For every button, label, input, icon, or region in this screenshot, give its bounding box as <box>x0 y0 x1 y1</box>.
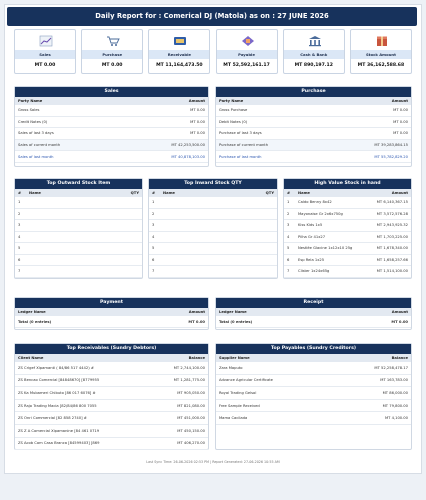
payables-title: Top Payables (Sundry Creditors) <box>216 344 411 354</box>
supplier-name: Royal Trading Gelsol <box>219 390 257 395</box>
client-balance: MT 1,281,775.00 <box>173 378 205 383</box>
table-row <box>15 209 142 221</box>
column-header: # <box>287 191 291 195</box>
outward-table-header <box>15 189 142 197</box>
sales-table-header <box>15 97 208 105</box>
table-row <box>15 255 142 267</box>
client-balance: MT 450,150.00 <box>177 428 205 433</box>
table-row <box>284 209 411 221</box>
purchase-table-header <box>216 97 411 105</box>
row-index: 5 <box>152 246 155 251</box>
row-amount: MT 55,782,829.20 <box>374 154 408 159</box>
total-label: Total (0 entries) <box>219 319 253 324</box>
client-name: ZS Crigef Xipamanti ( 84/86 517 4442) # <box>18 365 94 370</box>
inward-title: Top Inward Stock QTY <box>149 179 277 189</box>
table-row <box>15 362 208 375</box>
column-header: Name <box>163 191 175 195</box>
item-amount: MT 6,140,367.15 <box>376 200 408 205</box>
client-name: ZS Z A Comercial Xipamanine [84 461 0719 <box>18 428 100 433</box>
high-value-title: High Value Stock in hand <box>284 179 411 189</box>
row-label: Purchase of last month <box>219 154 262 159</box>
table-row <box>15 266 142 278</box>
high-value-panel <box>283 178 412 279</box>
payment-table-header <box>15 308 208 316</box>
row-label: Gross Sales <box>18 108 40 113</box>
kpi-label: Stock Amount <box>351 50 411 59</box>
client-balance: MT 821,080.00 <box>177 403 205 408</box>
column-header: Amount <box>391 99 408 103</box>
client-name: ZS Rajo Trading Macia [82/84/86 800 7055 <box>18 403 97 408</box>
receivables-table-header <box>15 354 208 362</box>
row-index: 5 <box>18 246 21 251</box>
table-row <box>149 243 277 255</box>
kpi-label: Payable <box>217 50 277 59</box>
table-row <box>15 128 208 140</box>
column-header: Supplier Name <box>219 356 250 360</box>
report-title: Daily Report for : Comerical DJ (Matola) as on : 27 JUNE 2026 <box>7 7 417 26</box>
row-amount: MT 39,283,864.15 <box>374 143 408 148</box>
table-row <box>284 232 411 244</box>
table-row <box>149 220 277 232</box>
row-index: 4 <box>287 234 290 239</box>
table-row <box>284 220 411 232</box>
row-index: 6 <box>287 257 290 262</box>
row-index: 3 <box>18 223 21 228</box>
item-amount: MT 3,572,576.28 <box>376 211 408 216</box>
box-icon <box>375 35 389 47</box>
item-name: Caldo Benny 8x42 <box>298 200 332 205</box>
column-header: Balance <box>188 356 205 360</box>
row-index: 2 <box>18 211 21 216</box>
row-index: 3 <box>152 223 155 228</box>
table-row <box>15 243 142 255</box>
row-index: 2 <box>287 211 290 216</box>
row-amount: MT 0.00 <box>190 108 205 113</box>
cart-icon <box>106 35 120 47</box>
column-header: QTY <box>265 191 274 195</box>
table-row <box>216 128 411 140</box>
client-name: ZS Ka Mubameri Chibuto [86 017 6076] # <box>18 390 96 395</box>
table-row <box>284 243 411 255</box>
row-index: 7 <box>152 269 155 274</box>
row-label: Gross Purchase <box>219 108 248 113</box>
row-label: Debit Notes (0) <box>219 119 248 124</box>
table-row <box>216 387 411 400</box>
outward-title: Top Outward Stock Item <box>15 179 142 189</box>
row-amount: MT 0.00 <box>393 108 408 113</box>
kpi-value: MT 0.00 <box>101 63 123 68</box>
table-row <box>216 375 411 388</box>
row-label: Purchase of last 3 days <box>219 131 262 136</box>
supplier-name: Free Sample Received <box>219 403 260 408</box>
sales-panel <box>14 86 209 167</box>
item-name: Nestlée Glacine 1x12x10 25g <box>298 246 353 251</box>
table-row <box>15 412 208 425</box>
sales-title: Sales <box>15 87 208 97</box>
row-index: 6 <box>18 257 21 262</box>
kpi-card-receivable[interactable] <box>148 29 210 74</box>
row-label: Sales of current month <box>18 143 61 148</box>
table-row <box>216 400 411 413</box>
table-row <box>149 197 277 209</box>
table-row <box>149 255 277 267</box>
row-amount: MT 0.00 <box>190 131 205 136</box>
table-row <box>284 266 411 278</box>
table-row <box>15 220 142 232</box>
kpi-label: Cash & Bank <box>284 50 344 59</box>
table-row <box>15 400 208 413</box>
receipt-title: Receipt <box>216 298 411 308</box>
table-row <box>15 375 208 388</box>
row-index: 5 <box>287 246 290 251</box>
table-row <box>15 425 208 438</box>
column-header: Name <box>298 191 310 195</box>
high-value-table-header <box>284 189 411 197</box>
table-row <box>15 232 142 244</box>
payable-icon <box>241 35 255 47</box>
item-amount: MT 1,703,225.00 <box>376 234 408 239</box>
chart-icon <box>39 35 53 47</box>
client-balance: MT 2,744,100.00 <box>173 365 205 370</box>
supplier-balance: MT 163,783.00 <box>380 378 408 383</box>
item-name: Mayonaise Gr 2x6x750g <box>298 211 343 216</box>
inward-table-header <box>149 189 277 197</box>
row-label: Sales of last 3 days <box>18 131 54 136</box>
column-header: QTY <box>130 191 139 195</box>
total-row <box>216 316 411 328</box>
table-row <box>15 387 208 400</box>
row-index: 2 <box>152 211 155 216</box>
table-row <box>216 362 411 375</box>
supplier-balance: MT 52,258,478.17 <box>374 365 408 370</box>
row-label: Sales of last month <box>18 154 54 159</box>
kpi-value: MT 890,197.12 <box>294 63 333 68</box>
receivables-title: Top Receivables (Sundry Debtors) <box>15 344 208 354</box>
kpi-card-sales[interactable] <box>14 29 76 74</box>
column-header: Client Name <box>18 356 44 360</box>
purchase-panel <box>215 86 412 167</box>
column-header: Party Name <box>18 99 43 103</box>
kpi-card-purchase[interactable] <box>81 29 143 74</box>
kpi-value: MT 36,162,588.68 <box>357 63 405 68</box>
kpi-value: MT 11,164,473.50 <box>156 63 203 68</box>
row-index: 6 <box>152 257 155 262</box>
payables-panel <box>215 343 412 450</box>
kpi-value: MT 0.00 <box>34 63 56 68</box>
row-index: 1 <box>18 200 21 205</box>
payables-table-header <box>216 354 411 362</box>
row-index: 7 <box>18 269 21 274</box>
table-row <box>216 117 411 129</box>
table-row <box>15 105 208 117</box>
supplier-balance: MT 86,000.00 <box>382 390 408 395</box>
column-header: Party Name <box>219 99 244 103</box>
column-header: Ledger Name <box>18 310 46 314</box>
item-name: Kiss Kids 1x5 <box>298 223 323 228</box>
table-row <box>15 151 208 163</box>
row-index: 3 <box>287 223 290 228</box>
inward-panel <box>148 178 278 279</box>
kpi-label: Purchase <box>82 50 142 59</box>
kpi-card-stock-amount[interactable] <box>350 29 412 74</box>
row-index: 4 <box>18 234 21 239</box>
column-header: Balance <box>391 356 408 360</box>
table-row <box>284 255 411 267</box>
kpi-value: MT 52,592,161.17 <box>223 63 270 68</box>
row-index: 7 <box>287 269 290 274</box>
supplier-name: Advance Agricular Certificate <box>219 378 273 383</box>
supplier-name: Mama Cacilada <box>219 416 248 421</box>
table-row <box>15 140 208 152</box>
item-amount: MT 1,658,257.66 <box>376 257 408 262</box>
bank-icon <box>308 35 322 47</box>
kpi-card-cash-bank[interactable] <box>283 29 345 74</box>
table-row <box>149 209 277 221</box>
column-header: Ledger Name <box>219 310 247 314</box>
row-index: 1 <box>152 200 155 205</box>
column-header: Amount <box>188 310 205 314</box>
item-name: Clister 1x24x65g <box>298 269 330 274</box>
kpi-label: Sales <box>15 50 75 59</box>
receipt-table-header <box>216 308 411 316</box>
table-row <box>216 140 411 152</box>
table-row <box>15 438 208 451</box>
supplier-balance: MT 4,100.00 <box>384 416 408 421</box>
report-footer: Last Sync Time: 26-06-2026 02:53 PM | Report Generated: 27-06-2026 10:55 AM <box>146 460 280 464</box>
row-index: 4 <box>152 234 155 239</box>
table-row <box>216 105 411 117</box>
column-header: Amount <box>188 99 205 103</box>
table-row <box>15 117 208 129</box>
table-row <box>149 266 277 278</box>
total-row <box>15 316 208 328</box>
client-name: ZS Bencao Comercial [84848670] [8779955 <box>18 378 100 383</box>
client-balance: MT 905,050.00 <box>177 390 205 395</box>
total-label: Total (0 entries) <box>18 319 52 324</box>
kpi-card-payable[interactable] <box>216 29 278 74</box>
client-balance: MT 406,270.00 <box>177 441 205 446</box>
receivable-icon <box>173 35 187 47</box>
item-amount: MT 1,678,340.00 <box>376 246 408 251</box>
supplier-name: Zara Maputo <box>219 365 243 370</box>
client-name: ZS Acob Com Casa Branca [84599403] [869 <box>18 441 100 446</box>
column-header: Amount <box>391 310 408 314</box>
table-row <box>284 197 411 209</box>
row-amount: MT 0.00 <box>393 119 408 124</box>
column-header: Amount <box>391 191 408 195</box>
item-amount: MT 2,943,925.32 <box>376 223 408 228</box>
supplier-balance: MT 79,800.00 <box>382 403 408 408</box>
item-amount: MT 1,514,100.00 <box>376 269 408 274</box>
client-name: ZS Onri Commercial [82 858 2740] # <box>18 416 87 421</box>
row-amount: MT 0.00 <box>190 119 205 124</box>
row-amount: MT 40,878,103.00 <box>171 154 205 159</box>
payment-panel <box>14 297 209 330</box>
row-label: Purchase of current month <box>219 143 269 148</box>
item-name: Esp Rela 1x25 <box>298 257 325 262</box>
outward-panel <box>14 178 143 279</box>
payment-title: Payment <box>15 298 208 308</box>
row-index: 1 <box>287 200 290 205</box>
table-row <box>15 197 142 209</box>
table-row <box>216 412 411 425</box>
receipt-panel <box>215 297 412 330</box>
table-row <box>149 232 277 244</box>
receivables-panel <box>14 343 209 450</box>
purchase-title: Purchase <box>216 87 411 97</box>
kpi-label: Receivable <box>149 50 209 59</box>
row-label: Credit Notes (0) <box>18 119 48 124</box>
column-header: Name <box>29 191 41 195</box>
row-amount: MT 42,253,500.00 <box>171 143 205 148</box>
row-amount: MT 0.00 <box>393 131 408 136</box>
column-header: # <box>18 191 22 195</box>
table-row <box>216 151 411 163</box>
total-amount: MT 0.00 <box>391 319 408 324</box>
client-balance: MT 451,000.00 <box>177 416 205 421</box>
kpi-row <box>14 29 412 74</box>
item-name: Pilha Gr 41x27 <box>298 234 326 239</box>
total-amount: MT 0.00 <box>188 319 205 324</box>
column-header: # <box>152 191 156 195</box>
